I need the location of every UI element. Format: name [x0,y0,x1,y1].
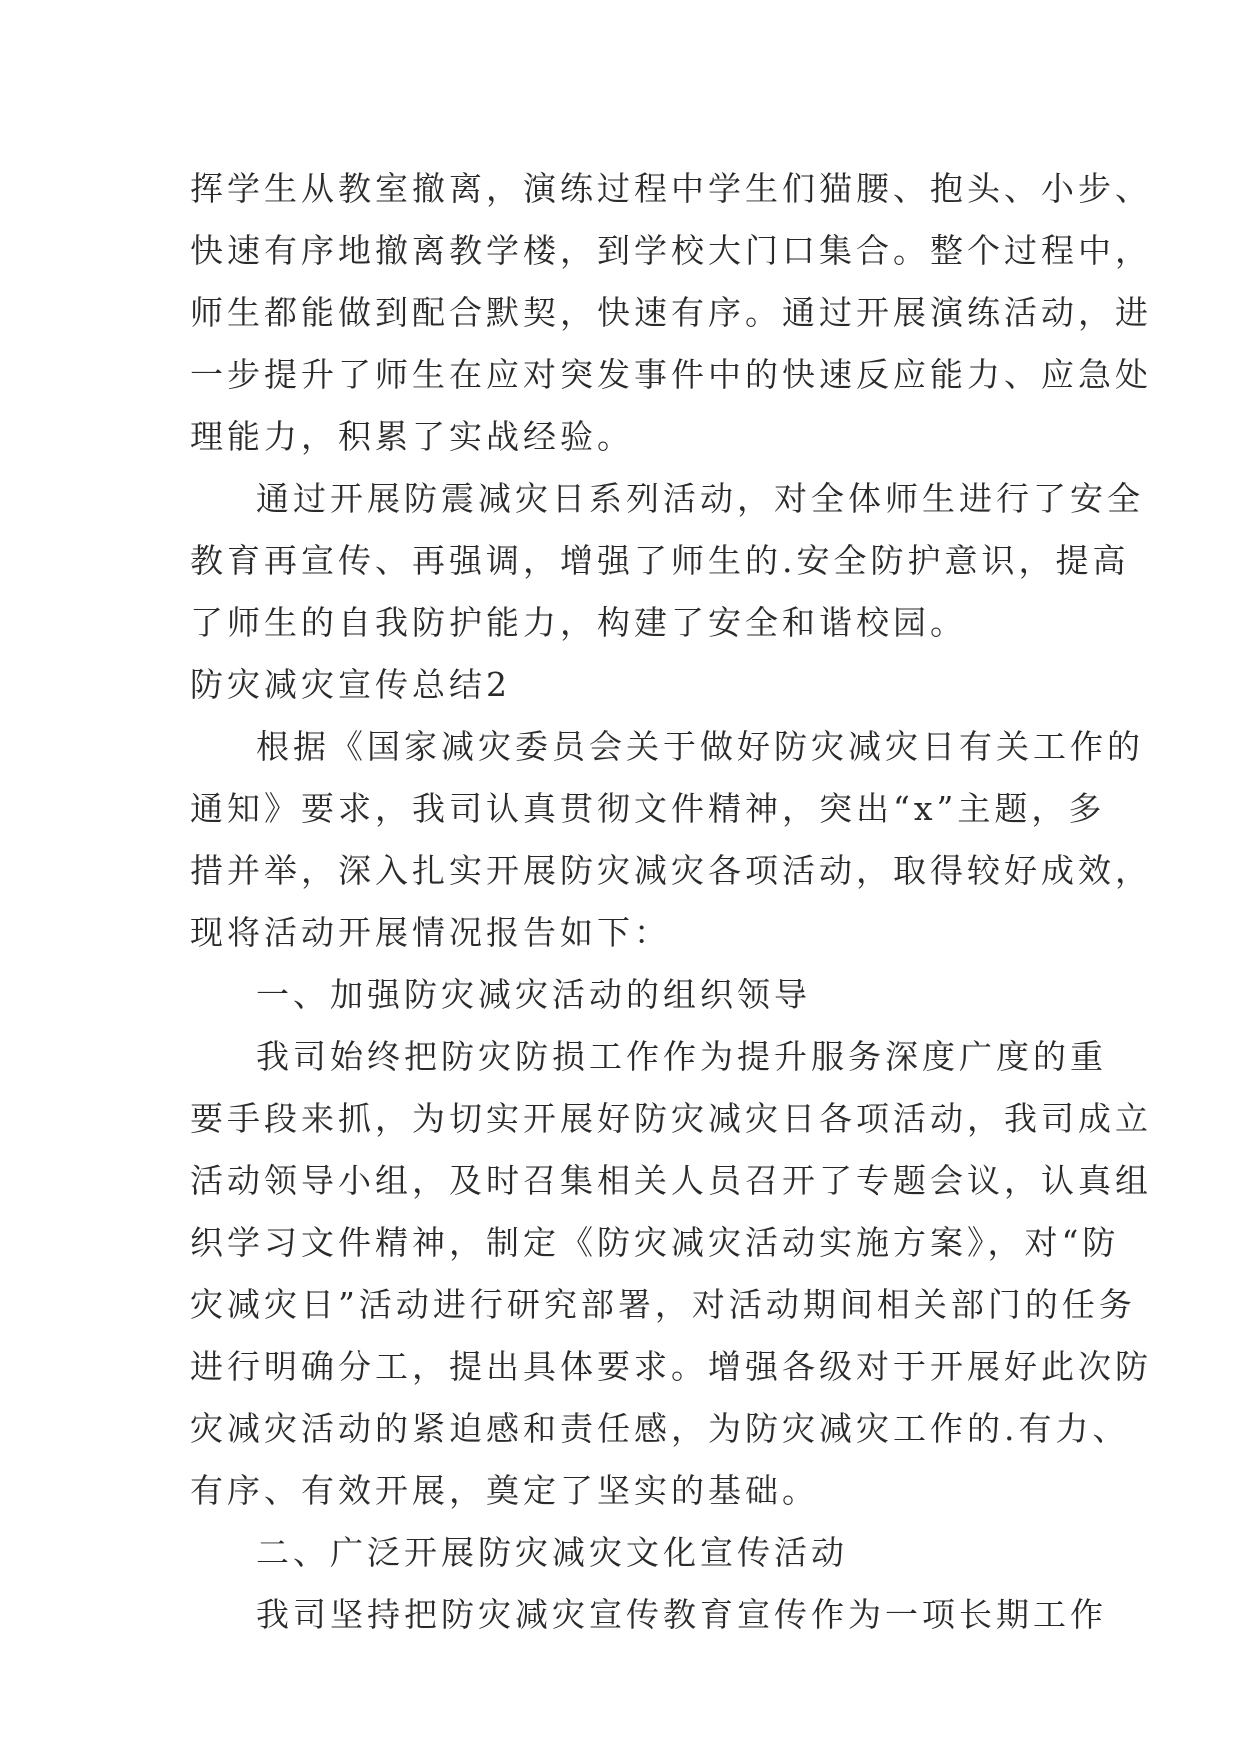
text-line: 挥学生从教室撤离，演练过程中学生们猫腰、抱头、小步、 [190,169,1152,208]
text-line: 织学习文件精神，制定《防灾减灾活动实施方案》，对“防 [190,1223,1120,1262]
text-line: 理能力，积累了实战经验。 [190,417,634,456]
text-line: 二、广泛开展防灾减灾文化宣传活动 [256,1533,848,1572]
text-line: 通过开展防震减灾日系列活动，对全体师生进行了安全 [256,479,1144,518]
text-line: 我司坚持把防灾减灾宣传教育宣传作为一项长期工作 [256,1595,1107,1634]
text-line: 有序、有效开展，奠定了坚实的基础。 [190,1471,819,1510]
text-line: 教育再宣传、再强调，增强了师生的.安全防护意识，提高 [190,541,1130,580]
text-line: 通知》要求，我司认真贯彻文件精神，突出“x”主题，多 [190,789,1106,828]
text-line: 防灾减灾宣传总结2 [190,665,511,704]
text-line: 灾减灾日”活动进行研究部署，对活动期间相关部门的任务 [190,1285,1136,1324]
text-line: 一、加强防灾减灾活动的组织领导 [256,975,811,1014]
text-line: 进行明确分工，提出具体要求。增强各级对于开展好此次防 [190,1347,1152,1386]
text-line: 我司始终把防灾防损工作作为提升服务深度广度的重 [256,1037,1107,1076]
text-line: 快速有序地撤离教学楼，到学校大门口集合。整个过程中， [190,231,1152,270]
text-line: 了师生的自我防护能力，构建了安全和谐校园。 [190,603,967,642]
text-line: 一步提升了师生在应对突发事件中的快速反应能力、应急处 [190,355,1152,394]
text-line: 活动领导小组，及时召集相关人员召开了专题会议，认真组 [190,1161,1152,1200]
text-line: 根据《国家减灾委员会关于做好防灾减灾日有关工作的 [256,727,1144,766]
text-line: 要手段来抓，为切实开展好防灾减灾日各项活动，我司成立 [190,1099,1152,1138]
text-line: 措并举，深入扎实开展防灾减灾各项活动，取得较好成效， [190,851,1152,890]
text-line: 师生都能做到配合默契，快速有序。通过开展演练活动，进 [190,293,1152,332]
document-body [190,158,1152,1646]
text-line: 现将活动开展情况报告如下： [190,913,671,952]
text-line: 灾减灾活动的紧迫感和责任感，为防灾减灾工作的.有力、 [190,1409,1130,1448]
